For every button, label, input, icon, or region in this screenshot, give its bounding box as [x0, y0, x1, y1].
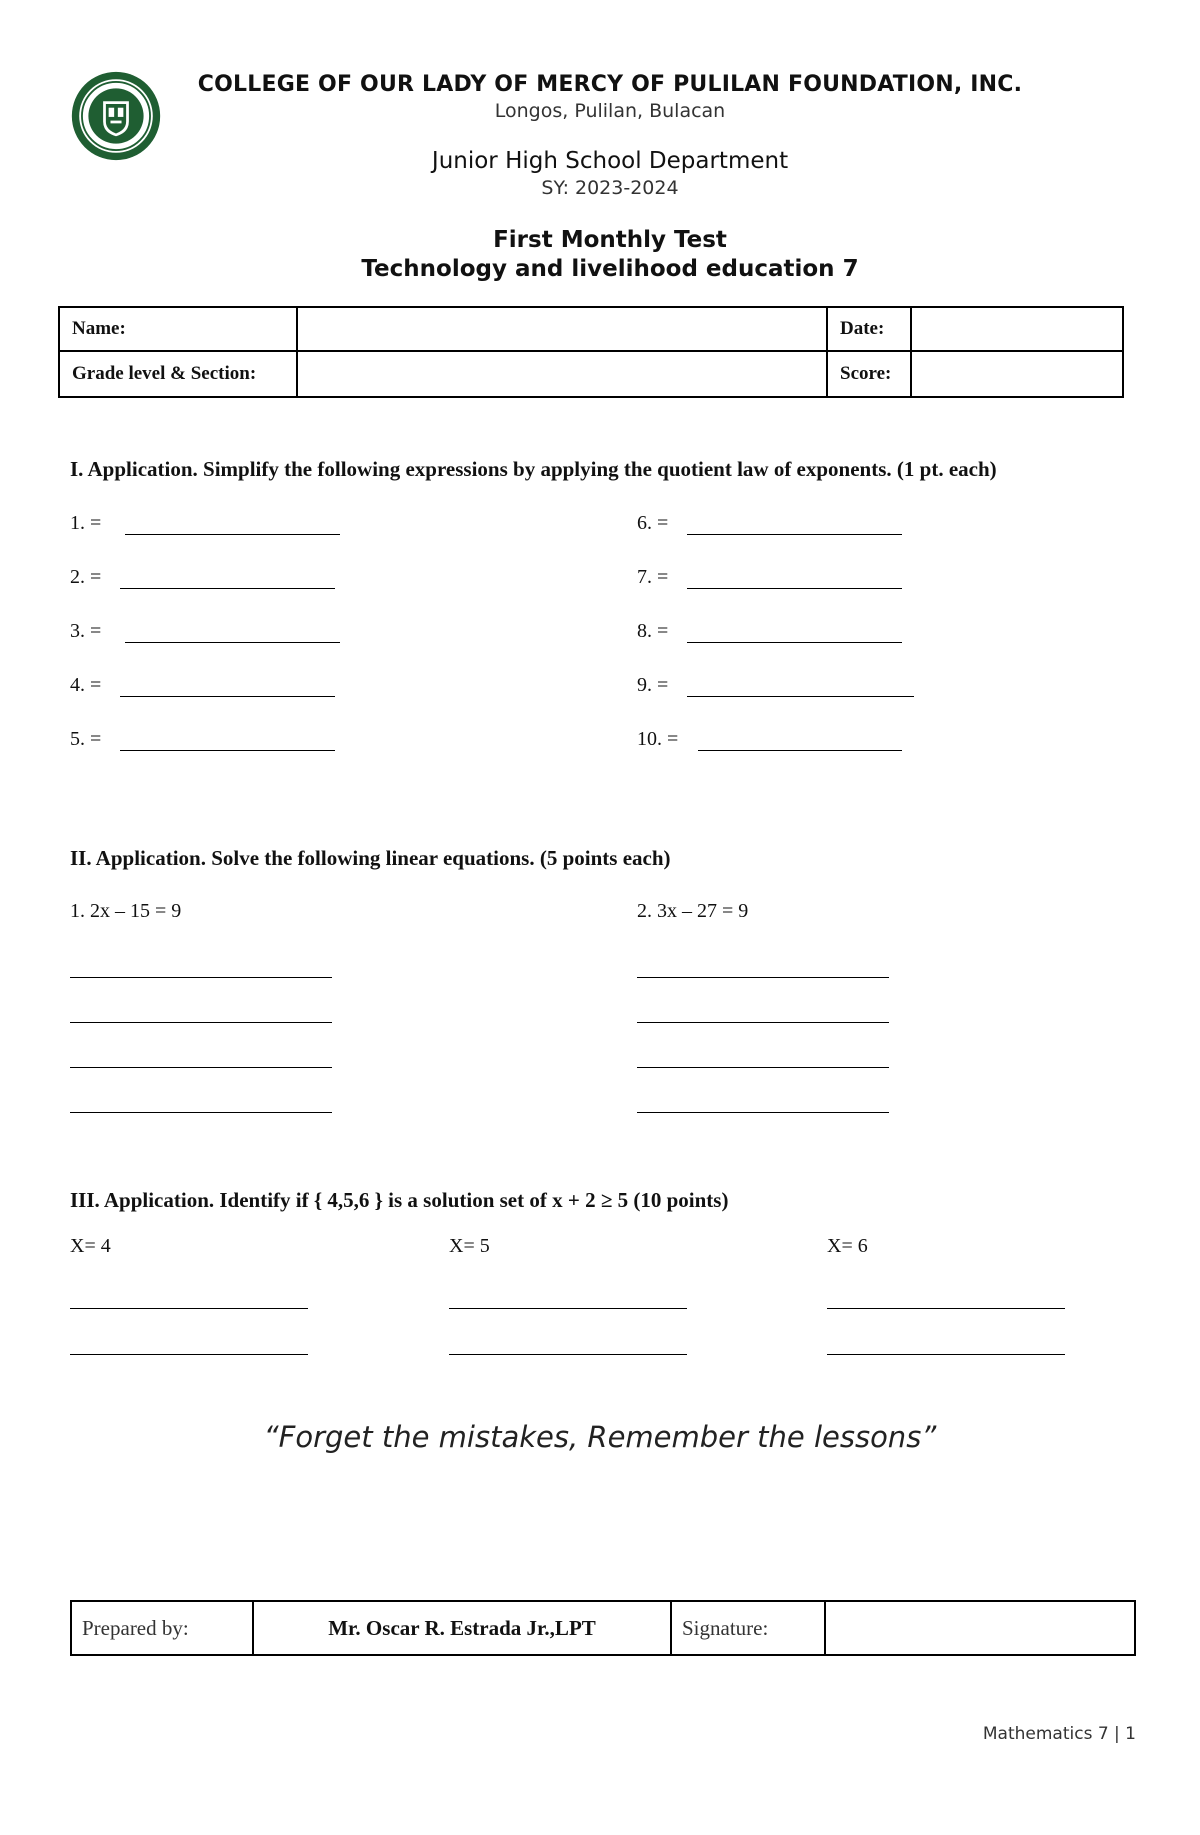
name-field[interactable] [297, 307, 827, 351]
work-line[interactable] [637, 1112, 889, 1113]
school-year: SY: 2023-2024 [541, 177, 679, 199]
work-line[interactable] [70, 1067, 332, 1068]
part1-item-8: 8. = [637, 620, 669, 642]
work-line[interactable] [827, 1354, 1065, 1355]
part1-title: I. Application. Simplify the following expressions by applying the quotient law of exponents. (1 pt. each) [70, 457, 997, 481]
signature-field[interactable] [825, 1601, 1135, 1655]
test-title: First Monthly Test [493, 227, 727, 253]
part2-item-2: 2. 3x – 27 = 9 [637, 900, 749, 922]
part1-item-1: 1. = [70, 512, 102, 534]
name-label: Name: [59, 307, 297, 351]
score-label: Score: [827, 351, 911, 397]
signature-label: Signature: [671, 1601, 825, 1655]
part1-item-2: 2. = [70, 566, 102, 588]
part1-item-6: 6. = [637, 512, 669, 534]
work-line[interactable] [637, 1022, 889, 1023]
department: Junior High School Department [431, 148, 789, 174]
school-seal-icon [70, 70, 162, 162]
date-label: Date: [827, 307, 911, 351]
work-line[interactable] [637, 977, 889, 978]
work-line[interactable] [70, 1112, 332, 1113]
part2-item-1: 1. 2x – 15 = 9 [70, 900, 182, 922]
work-line[interactable] [70, 1022, 332, 1023]
part3-item-x6: X= 6 [827, 1235, 868, 1257]
student-info-table [58, 306, 1124, 398]
prepared-by-label: Prepared by: [71, 1601, 253, 1655]
work-line[interactable] [827, 1308, 1065, 1309]
part3-item-x5: X= 5 [449, 1235, 490, 1257]
part3-title: III. Application. Identify if { 4,5,6 } is a solution set of x + 2 ≥ 5 (10 points) [70, 1188, 729, 1212]
answer-blank[interactable] [125, 642, 340, 643]
part1-item-9: 9. = [637, 674, 669, 696]
signature-table [70, 1600, 1136, 1656]
score-field[interactable] [911, 351, 1123, 397]
answer-blank[interactable] [120, 750, 335, 751]
subject-title: Technology and livelihood education 7 [361, 256, 859, 282]
answer-blank[interactable] [687, 696, 914, 697]
teacher-name: Mr. Oscar R. Estrada Jr.,LPT [253, 1601, 671, 1655]
work-line[interactable] [70, 977, 332, 978]
answer-blank[interactable] [125, 534, 340, 535]
motivational-quote: “Forget the mistakes, Remember the lessons” [263, 1420, 937, 1454]
answer-blank[interactable] [698, 750, 902, 751]
part1-item-5: 5. = [70, 728, 102, 750]
part1-item-4: 4. = [70, 674, 102, 696]
work-line[interactable] [70, 1308, 308, 1309]
grade-section-label: Grade level & Section: [59, 351, 297, 397]
work-line[interactable] [70, 1354, 308, 1355]
part3-item-x4: X= 4 [70, 1235, 111, 1257]
work-line[interactable] [449, 1308, 687, 1309]
part2-title: II. Application. Solve the following linear equations. (5 points each) [70, 846, 671, 870]
work-line[interactable] [637, 1067, 889, 1068]
school-address: Longos, Pulilan, Bulacan [494, 100, 726, 122]
part1-item-3: 3. = [70, 620, 102, 642]
answer-blank[interactable] [687, 534, 902, 535]
work-line[interactable] [449, 1354, 687, 1355]
date-field[interactable] [911, 307, 1123, 351]
answer-blank[interactable] [687, 642, 902, 643]
part1-item-7: 7. = [637, 566, 669, 588]
grade-section-field[interactable] [297, 351, 827, 397]
page-footer: Mathematics 7 | 1 [982, 1724, 1136, 1744]
school-name: COLLEGE OF OUR LADY OF MERCY OF PULILAN FOUNDATION, INC. [197, 72, 1023, 97]
answer-blank[interactable] [120, 588, 335, 589]
answer-blank[interactable] [120, 696, 335, 697]
answer-blank[interactable] [687, 588, 902, 589]
part1-item-10: 10. = [637, 728, 679, 750]
